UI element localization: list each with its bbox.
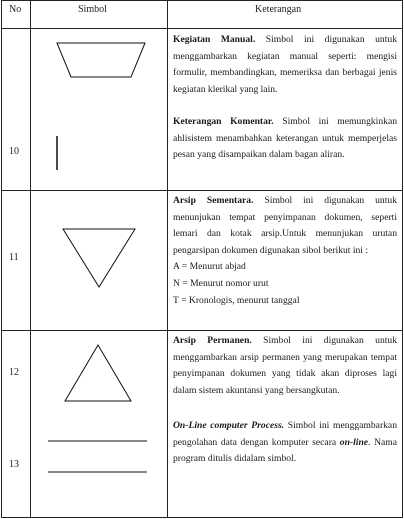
entry-title: Arsip Sementara.	[173, 195, 254, 206]
row-number-13: 13	[9, 459, 19, 470]
list-key: A =	[173, 261, 188, 273]
row-divider	[1, 330, 403, 331]
manual-operation-trapezoid-icon	[56, 42, 146, 78]
list-desc: Kronologis, menurut tanggal	[188, 294, 300, 306]
column-divider	[30, 0, 31, 518]
entry-text: Simbol ini digunakan untuk menunjukan tempat penyimpanan dokumen, seperti lemari dan kotak arsip.Untuk menunjukan urutan pengarsipan dokumen digunakan sibol berikut ini :	[173, 195, 397, 256]
row-number-11: 11	[9, 252, 19, 263]
column-divider	[167, 0, 168, 518]
list-key: T =	[173, 294, 187, 306]
online-process-lines-icon	[48, 440, 148, 474]
header-no: No	[9, 4, 22, 15]
entry-title: Kegiatan Manual.	[173, 34, 256, 45]
annotation-bracket-icon	[56, 136, 60, 172]
table-top-border	[1, 0, 403, 1]
header-simbol: Simbol	[78, 4, 107, 15]
header-keterangan: Keterangan	[255, 4, 302, 15]
entry-title: On-Line computer Process.	[173, 420, 285, 431]
offline-storage-triangle-icon	[62, 228, 136, 288]
list-item	[173, 293, 397, 310]
entry-text-end: . Nama program ditulis didalam simbol.	[173, 436, 397, 465]
list-desc: Menurut abjad	[189, 261, 246, 273]
description-keterangan-komentar	[173, 114, 397, 164]
list-key: N =	[173, 277, 188, 289]
description-arsip-permanen	[173, 333, 397, 399]
entry-text: Simbol ini memungkinkan ahlisistem menambahkan keterangan untuk memperjelas pesan yang disampaikan dalam bagan aliran.	[173, 116, 397, 161]
row-number-10: 10	[9, 146, 19, 157]
entry-title: Keterangan Komentar.	[173, 116, 274, 127]
row-divider	[1, 190, 403, 191]
description-arsip-sementara	[173, 193, 397, 309]
entry-emphasis: on-line	[339, 436, 369, 448]
entry-text: Simbol ini digunakan untuk menggambarkan arsip permanen yang merupakan tempat penyimpanan dokumen yang tidak akan diproses lagi dalam sistem akuntansi yang bersangkutan.	[173, 335, 397, 396]
table-right-border	[402, 0, 403, 518]
table-left-border	[1, 0, 2, 518]
row-number-12: 12	[9, 367, 19, 378]
entry-text: Simbol ini menggambarkan pengolahan data dengan komputer secara	[173, 420, 397, 448]
description-online-process	[173, 418, 397, 468]
entry-title: Arsip Permanen.	[173, 335, 252, 346]
permanent-file-triangle-icon	[64, 344, 132, 402]
list-item	[173, 259, 397, 276]
table-bottom-border	[1, 517, 403, 518]
description-kegiatan-manual	[173, 32, 397, 98]
list-item	[173, 276, 397, 293]
header-bottom-border	[1, 28, 403, 29]
list-desc: Menurut nomor urut	[190, 277, 269, 289]
entry-text: Simbol ini digunakan untuk menggambarkan kegiatan manual seperti: mengisi formulir, membandingkan, memeriksa dan berbagai jenis kegiatan klerikal yang lain.	[173, 34, 397, 95]
